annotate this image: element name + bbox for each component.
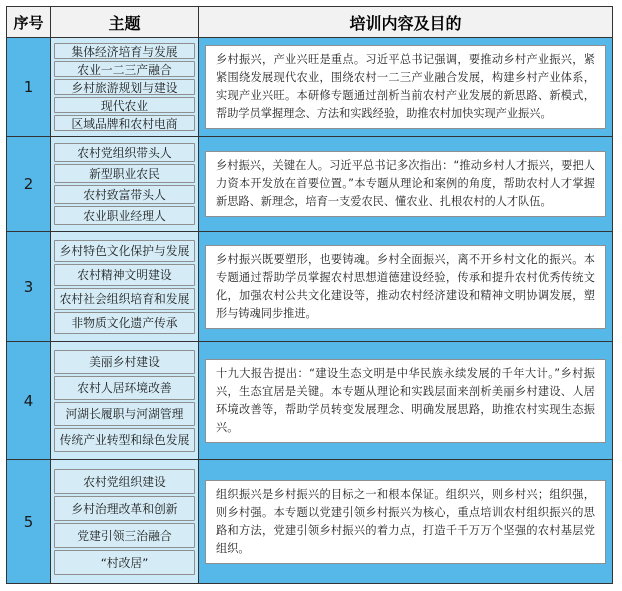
- row-number: 3: [7, 232, 51, 342]
- topic-list: [51, 232, 199, 342]
- content-text: 乡村振兴既要塑形，也要铸魂。乡村全面振兴，离不开乡村文化的振兴。本专题通过帮助学员掌握农村思想道德建设经验，传承和提升农村优秀传统文化，加强农村公共文化建设等，推动农村经济建设和精神文明协调发展，塑形与铸魂同步推进。: [205, 245, 606, 329]
- topic-list: [51, 460, 199, 584]
- row-number: 4: [7, 342, 51, 460]
- content-text: 乡村振兴，关键在人。习近平总书记多次指出：“推动乡村人才振兴，要把人力资本开发放在首要位置。”本专题从理论和案例的角度，帮助农村人才掌握新思路、新理念，培育一支爱农民、懂农业、扎根农村的人才队伍。: [205, 151, 606, 217]
- topic-item: 非物质文化遗产传承: [54, 312, 195, 334]
- topic-list: [51, 342, 199, 460]
- row-number: 2: [7, 137, 51, 232]
- training-table: [6, 6, 613, 584]
- table-row: [7, 460, 613, 584]
- header-topic: 主题: [51, 7, 199, 38]
- table-row: [7, 232, 613, 342]
- header-content: 培训内容及目的: [199, 7, 613, 38]
- header-number: 序号: [7, 7, 51, 38]
- topic-item: 农业职业经理人: [54, 206, 195, 225]
- topic-item: 农业一二三产融合: [54, 61, 195, 77]
- topic-item: 农村党组织带头人: [54, 143, 195, 162]
- content-cell: [199, 232, 613, 342]
- topic-item: 农村社会组织培育和发展: [54, 288, 195, 310]
- topic-item: 农村党组织建设: [54, 469, 195, 494]
- topic-item: 河湖长履职与河湖管理: [54, 402, 195, 426]
- table-row: [7, 342, 613, 460]
- content-text: 组织振兴是乡村振兴的目标之一和根本保证。组织兴，则乡村兴；组织强，则乡村强。本专题以党建引领乡村振兴为核心，重点培训农村组织振兴的思路和方法，党建引领乡村振兴的着力点，打造千千万万个坚强的农村基层党组织。: [205, 480, 606, 564]
- table-row: [7, 137, 613, 232]
- topic-item: 农村精神文明建设: [54, 264, 195, 286]
- row-number: 5: [7, 460, 51, 584]
- topic-item: 美丽乡村建设: [54, 350, 195, 374]
- topic-item: 党建引领三治融合: [54, 523, 195, 548]
- content-cell: [199, 38, 613, 137]
- content-cell: [199, 137, 613, 232]
- content-cell: [199, 342, 613, 460]
- content-text: 乡村振兴，产业兴旺是重点。习近平总书记强调，要推动乡村产业振兴，紧紧围绕发展现代农业，围绕农村一二三产业融合发展，构建乡村产业体系，实现产业兴旺。本研修专题通过剖析当前农村产业发展的新思路、新模式，帮助学员掌握理念、方法和实践经验，助推农村加快实现产业振兴。: [205, 45, 606, 129]
- content-cell: [199, 460, 613, 584]
- topic-item: 新型职业农民: [54, 164, 195, 183]
- topic-item: 现代农业: [54, 97, 195, 113]
- topic-item: 乡村旅游规划与建设: [54, 79, 195, 95]
- topic-item: 农村致富带头人: [54, 185, 195, 204]
- topic-item: “村改居”: [54, 550, 195, 575]
- topic-item: 传统产业转型和绿色发展: [54, 428, 195, 452]
- table-header-row: [7, 7, 613, 38]
- topic-item: 农村人居环境改善: [54, 376, 195, 400]
- topic-item: 乡村特色文化保护与发展: [54, 240, 195, 262]
- topic-list: [51, 137, 199, 232]
- content-text: 十九大报告提出：“建设生态文明是中华民族永续发展的千年大计。”乡村振兴，生态宜居是关键。本专题从理论和实践层面来剖析美丽乡村建设、人居环境改善等，帮助学员转变发展理念、明确发展思路，助推农村实现生态振兴。: [205, 359, 606, 443]
- topic-item: 乡村治理改革和创新: [54, 496, 195, 521]
- topic-list: [51, 38, 199, 137]
- topic-item: 区域品牌和农村电商: [54, 115, 195, 131]
- row-number: 1: [7, 38, 51, 137]
- topic-item: 集体经济培育与发展: [54, 43, 195, 59]
- table-row: [7, 38, 613, 137]
